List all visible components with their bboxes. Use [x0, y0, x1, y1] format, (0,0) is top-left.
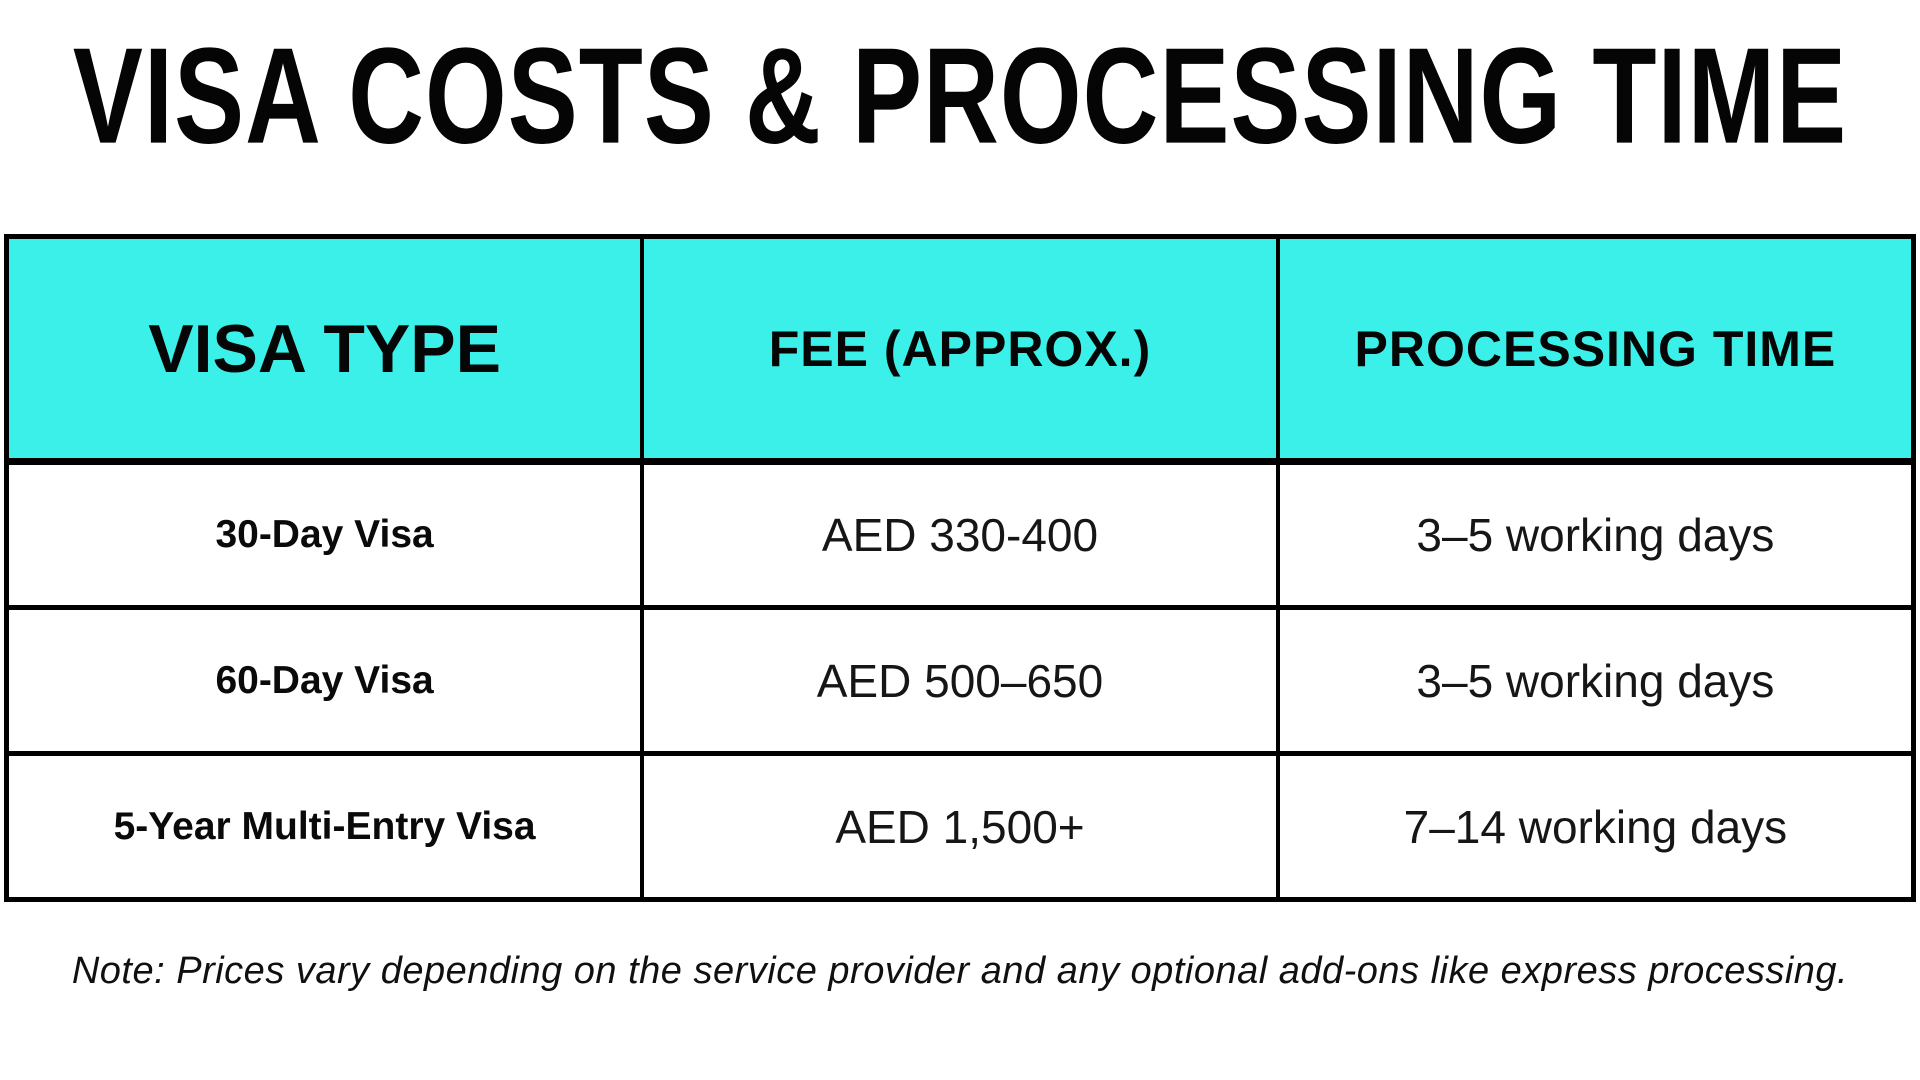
table-row — [7, 754, 1914, 900]
table-body — [7, 462, 1914, 900]
table-row — [7, 462, 1914, 608]
header-cell-visa-type: VISA TYPE — [7, 237, 643, 462]
cell-fee: AED 500–650 — [642, 608, 1278, 754]
cell-processing-time: 7–14 working days — [1278, 754, 1914, 900]
table-header — [7, 237, 1914, 462]
visa-table — [4, 234, 1916, 902]
title-area — [0, 0, 1920, 192]
header-cell-processing-time: PROCESSING TIME — [1278, 237, 1914, 462]
cell-processing-time: 3–5 working days — [1278, 608, 1914, 754]
cell-visa-type: 30-Day Visa — [7, 462, 643, 608]
cell-fee: AED 330-400 — [642, 462, 1278, 608]
cell-processing-time: 3–5 working days — [1278, 462, 1914, 608]
header-cell-fee: FEE (APPROX.) — [642, 237, 1278, 462]
cell-visa-type: 60-Day Visa — [7, 608, 643, 754]
header-row — [7, 237, 1914, 462]
cell-fee: AED 1,500+ — [642, 754, 1278, 900]
table-row — [7, 608, 1914, 754]
footnote: Note: Prices vary depending on the service provider and any optional add-ons like express processing. — [71, 950, 1849, 992]
page-title: VISA COSTS & PROCESSING TIME — [72, 19, 1848, 173]
cell-visa-type: 5-Year Multi-Entry Visa — [7, 754, 643, 900]
